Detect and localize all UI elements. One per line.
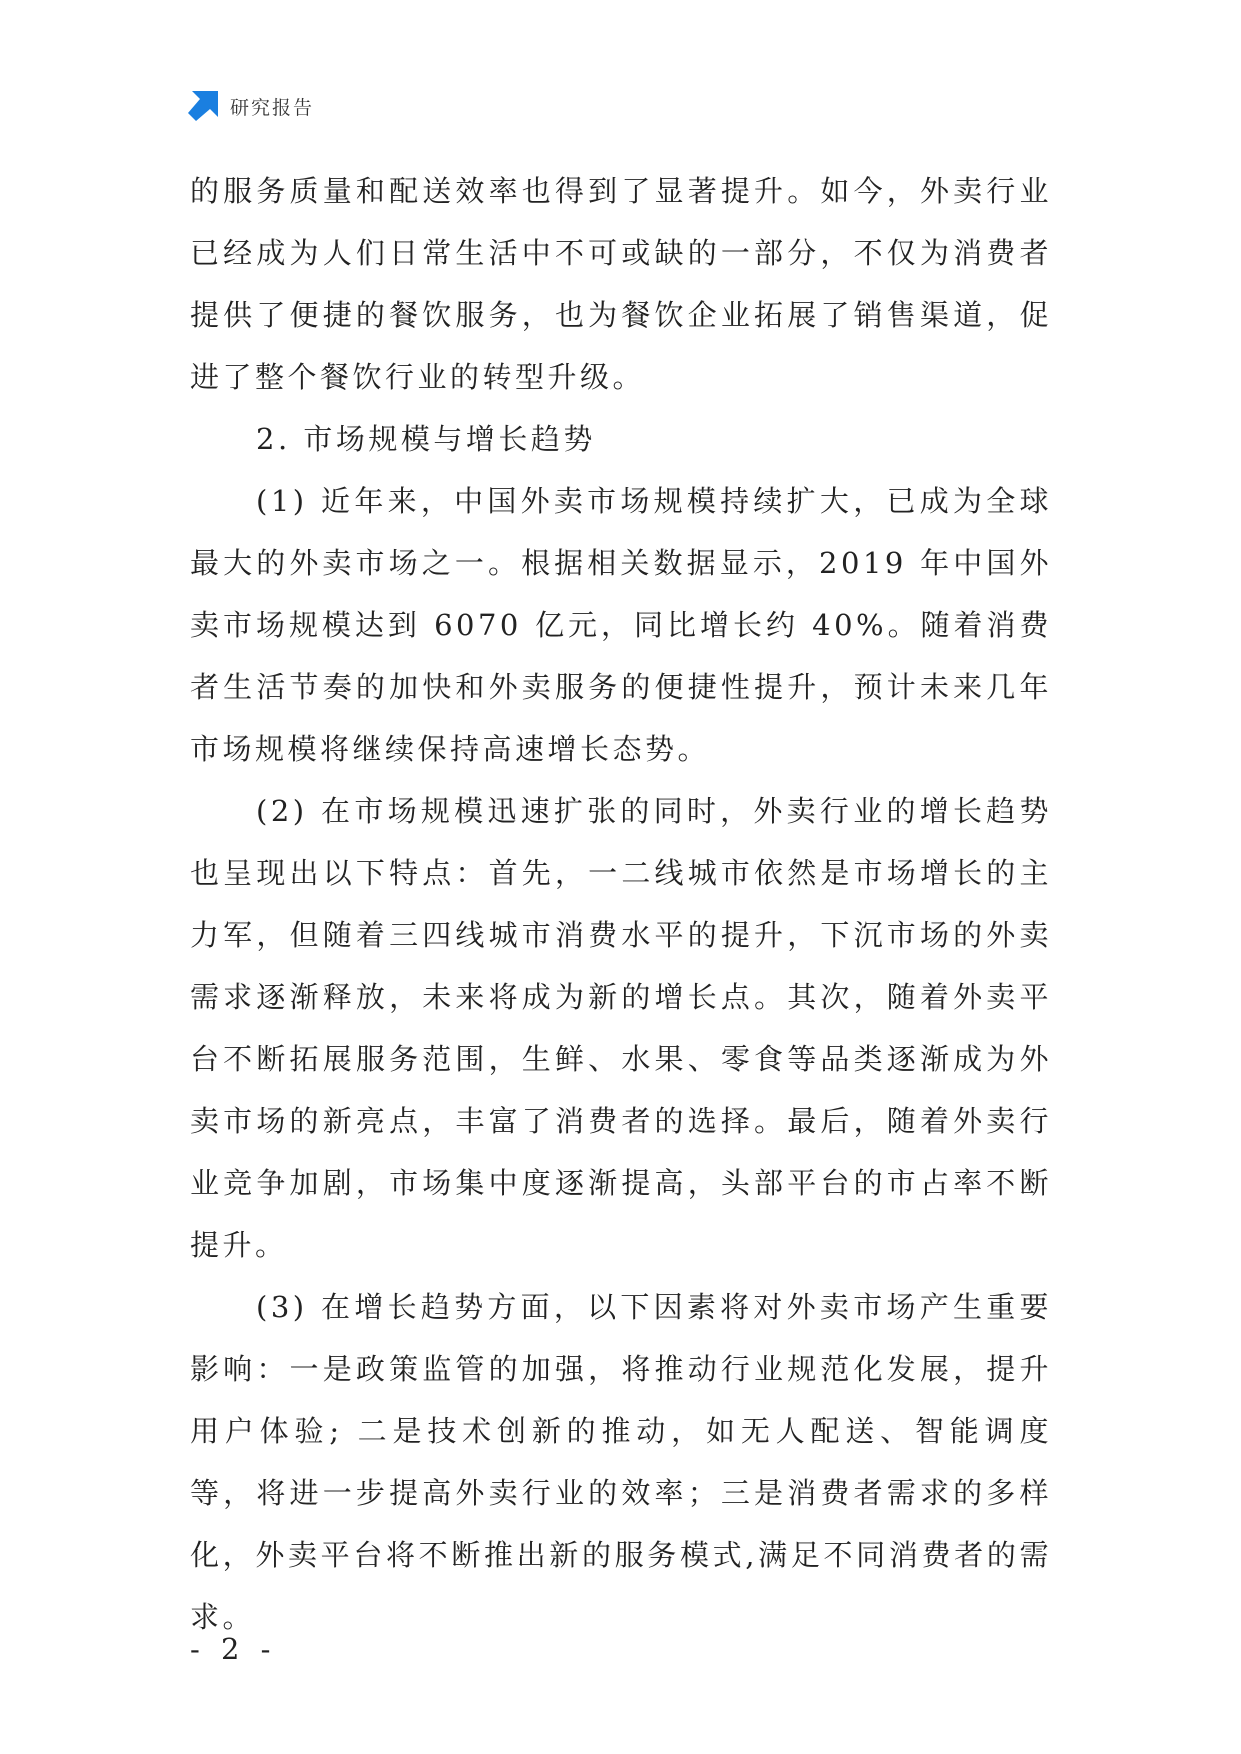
document-body	[190, 160, 1052, 1648]
section-heading: 2. 市场规模与增长趋势	[256, 422, 596, 456]
paragraph-2: (2) 在市场规模迅速扩张的同时，外卖行业的增长趋势也呈现出以下特点：首先，一二线城市依然是市场增长的主力军，但随着三四线城市消费水平的提升，下沉市场的外卖需求逐渐释放，未来将成为新的增长点。其次，随着外卖平台不断拓展服务范围，生鲜、水果、零食等品类逐渐成为外卖市场的新亮点，丰富了消费者的选择。最后，随着外卖行业竞争加剧，市场集中度逐渐提高，头部平台的市占率不断提升。	[190, 794, 1052, 1262]
paragraph-continuation: 的服务质量和配送效率也得到了显著提升。如今，外卖行业已经成为人们日常生活中不可或缺的一部分，不仅为消费者提供了便捷的餐饮服务，也为餐饮企业拓展了销售渠道，促进了整个餐饮行业的转型升级。	[190, 174, 1052, 394]
report-header	[188, 88, 314, 124]
paragraph-3: (3) 在增长趋势方面，以下因素将对外卖市场产生重要影响：一是政策监管的加强，将推动行业规范化发展，提升用户体验; 二是技术创新的推动，如无人配送、智能调度等，将进一步提高外卖行业的效率；三是消费者需求的多样化，外卖平台将不断推出新的服务模式,满足不同消费者的需求。	[190, 1290, 1052, 1634]
arrow-up-right-icon	[188, 91, 218, 121]
page-number: - 2 -	[190, 1632, 277, 1666]
paragraph-1: (1) 近年来，中国外卖市场规模持续扩大，已成为全球最大的外卖市场之一。根据相关数据显示，2019 年中国外卖市场规模达到 6070 亿元，同比增长约 40%。随着消费者生活节奏的加快和外卖服务的便捷性提升，预计未来几年市场规模将继续保持高速增长态势。	[190, 484, 1052, 766]
header-title: 研究报告	[230, 96, 315, 119]
